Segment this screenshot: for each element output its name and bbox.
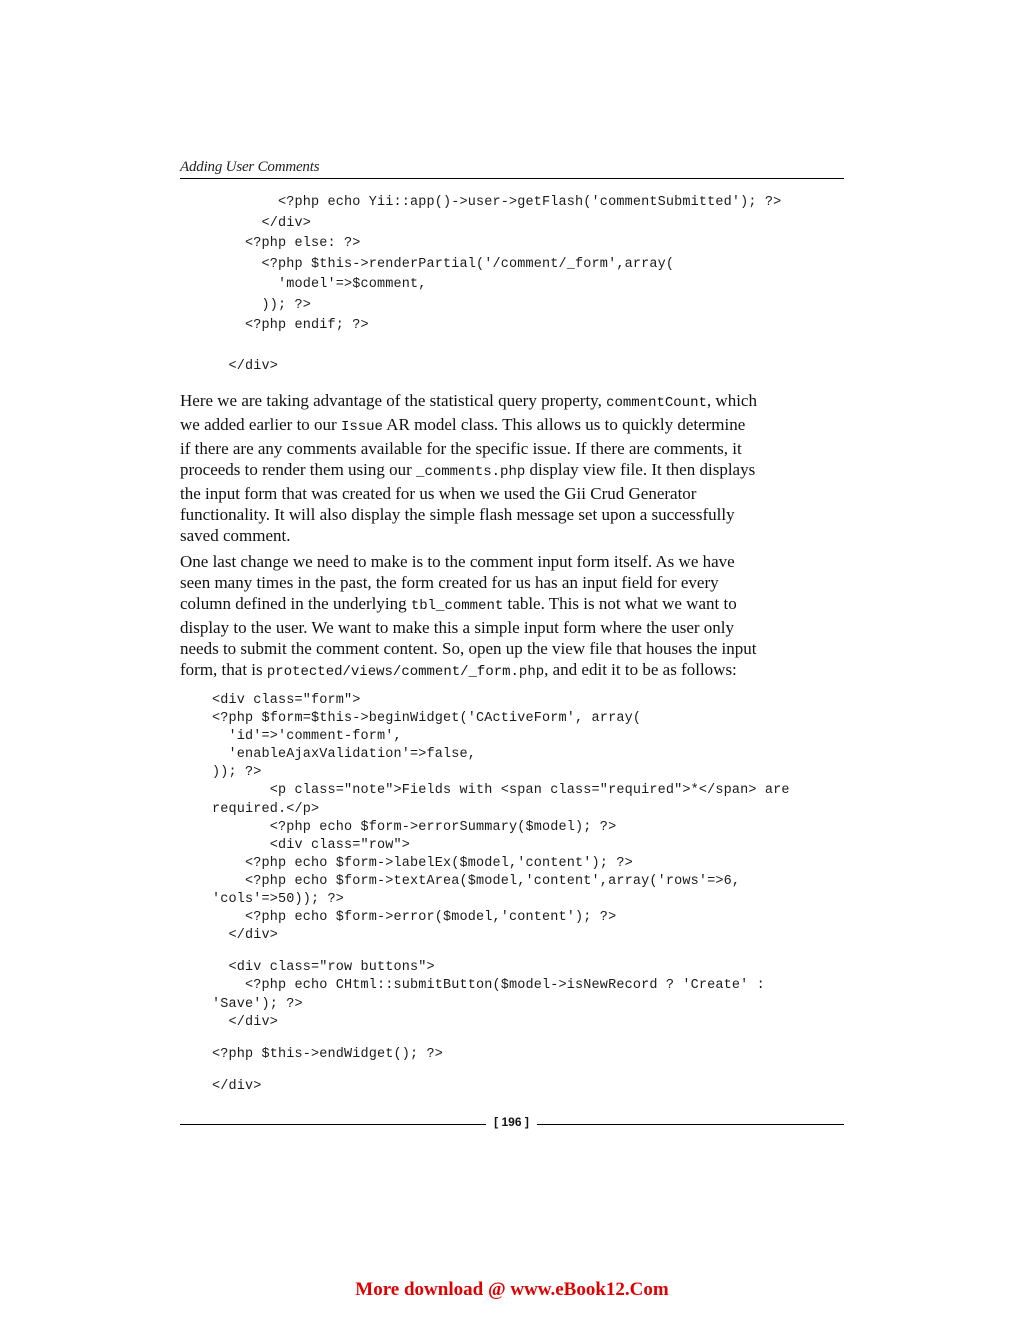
text-run: the input form that was created for us when we used the Gii Crud Generator bbox=[180, 484, 697, 503]
text-line bbox=[180, 483, 844, 504]
text-run: , and edit it to be as follows: bbox=[544, 660, 737, 679]
text-line bbox=[180, 438, 844, 459]
text-line bbox=[180, 659, 844, 683]
code-line: </div> bbox=[212, 1014, 279, 1030]
text-run: if there are any comments available for the specific issue. If there are comments, it bbox=[180, 439, 742, 458]
code-line: 'id'=>'comment-form', bbox=[212, 729, 402, 745]
code-line: <div class="form"> bbox=[212, 693, 361, 708]
header-rule bbox=[180, 178, 844, 179]
code-block-1 bbox=[212, 193, 781, 377]
text-run: display view file. It then displays bbox=[525, 460, 756, 479]
inline-code: tbl_comment bbox=[410, 598, 504, 614]
code-line: <?php echo Yii::app()->user->getFlash('commentSubmitted'); ?> bbox=[212, 195, 782, 210]
text-run: saved comment. bbox=[180, 526, 291, 545]
inline-code: _comments.php bbox=[416, 464, 526, 480]
text-line bbox=[180, 593, 844, 617]
text-run: display to the user. We want to make this a simple input form where the user only bbox=[180, 618, 735, 637]
code-line bbox=[212, 1032, 790, 1046]
text-run: AR model class. This allows us to quickly determine bbox=[382, 415, 746, 434]
code-line: )); ?> bbox=[212, 297, 312, 313]
inline-code: Issue bbox=[340, 419, 383, 435]
code-line: <?php $this->endWidget(); ?> bbox=[212, 1046, 444, 1062]
code-line: <?php echo CHtml::submitButton($model->isNewRecord ? 'Create' : bbox=[212, 978, 765, 994]
code-line: 'cols'=>50)); ?> bbox=[212, 892, 345, 908]
code-line: 'Save'); ?> bbox=[212, 996, 303, 1012]
code-line: <div class="row buttons"> bbox=[212, 960, 435, 976]
text-run: , which bbox=[706, 391, 757, 410]
text-line bbox=[180, 617, 844, 638]
code-line: <?php $this->renderPartial('/comment/_form',array( bbox=[212, 256, 675, 272]
code-line: <?php echo $form->error($model,'content'); ?> bbox=[212, 910, 617, 926]
text-run: table. This is not what we want to bbox=[503, 594, 737, 613]
text-run: seen many times in the past, the form created for us has an input field for every bbox=[180, 573, 719, 592]
text-run: we added earlier to our bbox=[180, 415, 341, 434]
code-line: </div> bbox=[212, 928, 279, 944]
code-block-2 bbox=[212, 692, 790, 1096]
code-line: <?php endif; ?> bbox=[212, 318, 369, 333]
code-line: <?php echo $form->textArea($model,'content',array('rows'=>6, bbox=[212, 873, 741, 889]
code-line: </div> bbox=[212, 358, 279, 374]
text-line bbox=[180, 414, 844, 438]
code-line bbox=[212, 337, 781, 357]
code-line: <?php echo $form->errorSummary($model); ?> bbox=[212, 819, 617, 835]
text-line bbox=[180, 638, 844, 659]
code-line: </div> bbox=[212, 1078, 262, 1094]
text-run: One last change we need to make is to the comment input form itself. As we have bbox=[180, 552, 735, 571]
code-line: <div class="row"> bbox=[212, 837, 411, 853]
text-run: Here we are taking advantage of the statistical query property, bbox=[180, 391, 607, 410]
text-run: needs to submit the comment content. So, open up the view file that houses the input bbox=[180, 639, 757, 658]
code-line: <p class="note">Fields with <span class="required">*</span> are bbox=[212, 783, 790, 799]
text-run: functionality. It will also display the simple flash message set upon a successfully bbox=[180, 505, 735, 524]
text-run: proceeds to render them using our bbox=[180, 460, 417, 479]
text-run: form, that is bbox=[180, 660, 267, 679]
text-line bbox=[180, 572, 844, 593]
code-line: required.</p> bbox=[212, 801, 320, 817]
footer-rule-left bbox=[180, 1124, 486, 1125]
running-header-title: Adding User Comments bbox=[180, 159, 320, 175]
inline-code: commentCount bbox=[606, 395, 707, 411]
text-run: column defined in the underlying bbox=[180, 594, 411, 613]
code-line: 'model'=>$comment, bbox=[212, 277, 427, 292]
code-line: <?php echo $form->labelEx($model,'content'); ?> bbox=[212, 855, 633, 871]
page-number: [ 196 ] bbox=[494, 1115, 529, 1129]
code-line: 'enableAjaxValidation'=>false, bbox=[212, 747, 477, 763]
inline-code: protected/views/comment/_form.php bbox=[266, 664, 545, 680]
text-line bbox=[180, 551, 844, 572]
code-line: <?php $form=$this->beginWidget('CActiveForm', array( bbox=[212, 711, 642, 727]
paragraph-2 bbox=[180, 551, 844, 683]
text-line bbox=[180, 390, 844, 414]
text-line bbox=[180, 525, 844, 546]
code-line bbox=[212, 1064, 790, 1078]
download-banner: More download @ www.eBook12.Com bbox=[355, 1279, 669, 1300]
text-line bbox=[180, 504, 844, 525]
text-line bbox=[180, 459, 844, 483]
footer-rule-right bbox=[537, 1124, 844, 1125]
code-line: <?php else: ?> bbox=[212, 236, 361, 251]
code-line: )); ?> bbox=[212, 765, 262, 781]
paragraph-1 bbox=[180, 390, 844, 546]
code-line: </div> bbox=[212, 215, 312, 231]
code-line bbox=[212, 945, 790, 959]
